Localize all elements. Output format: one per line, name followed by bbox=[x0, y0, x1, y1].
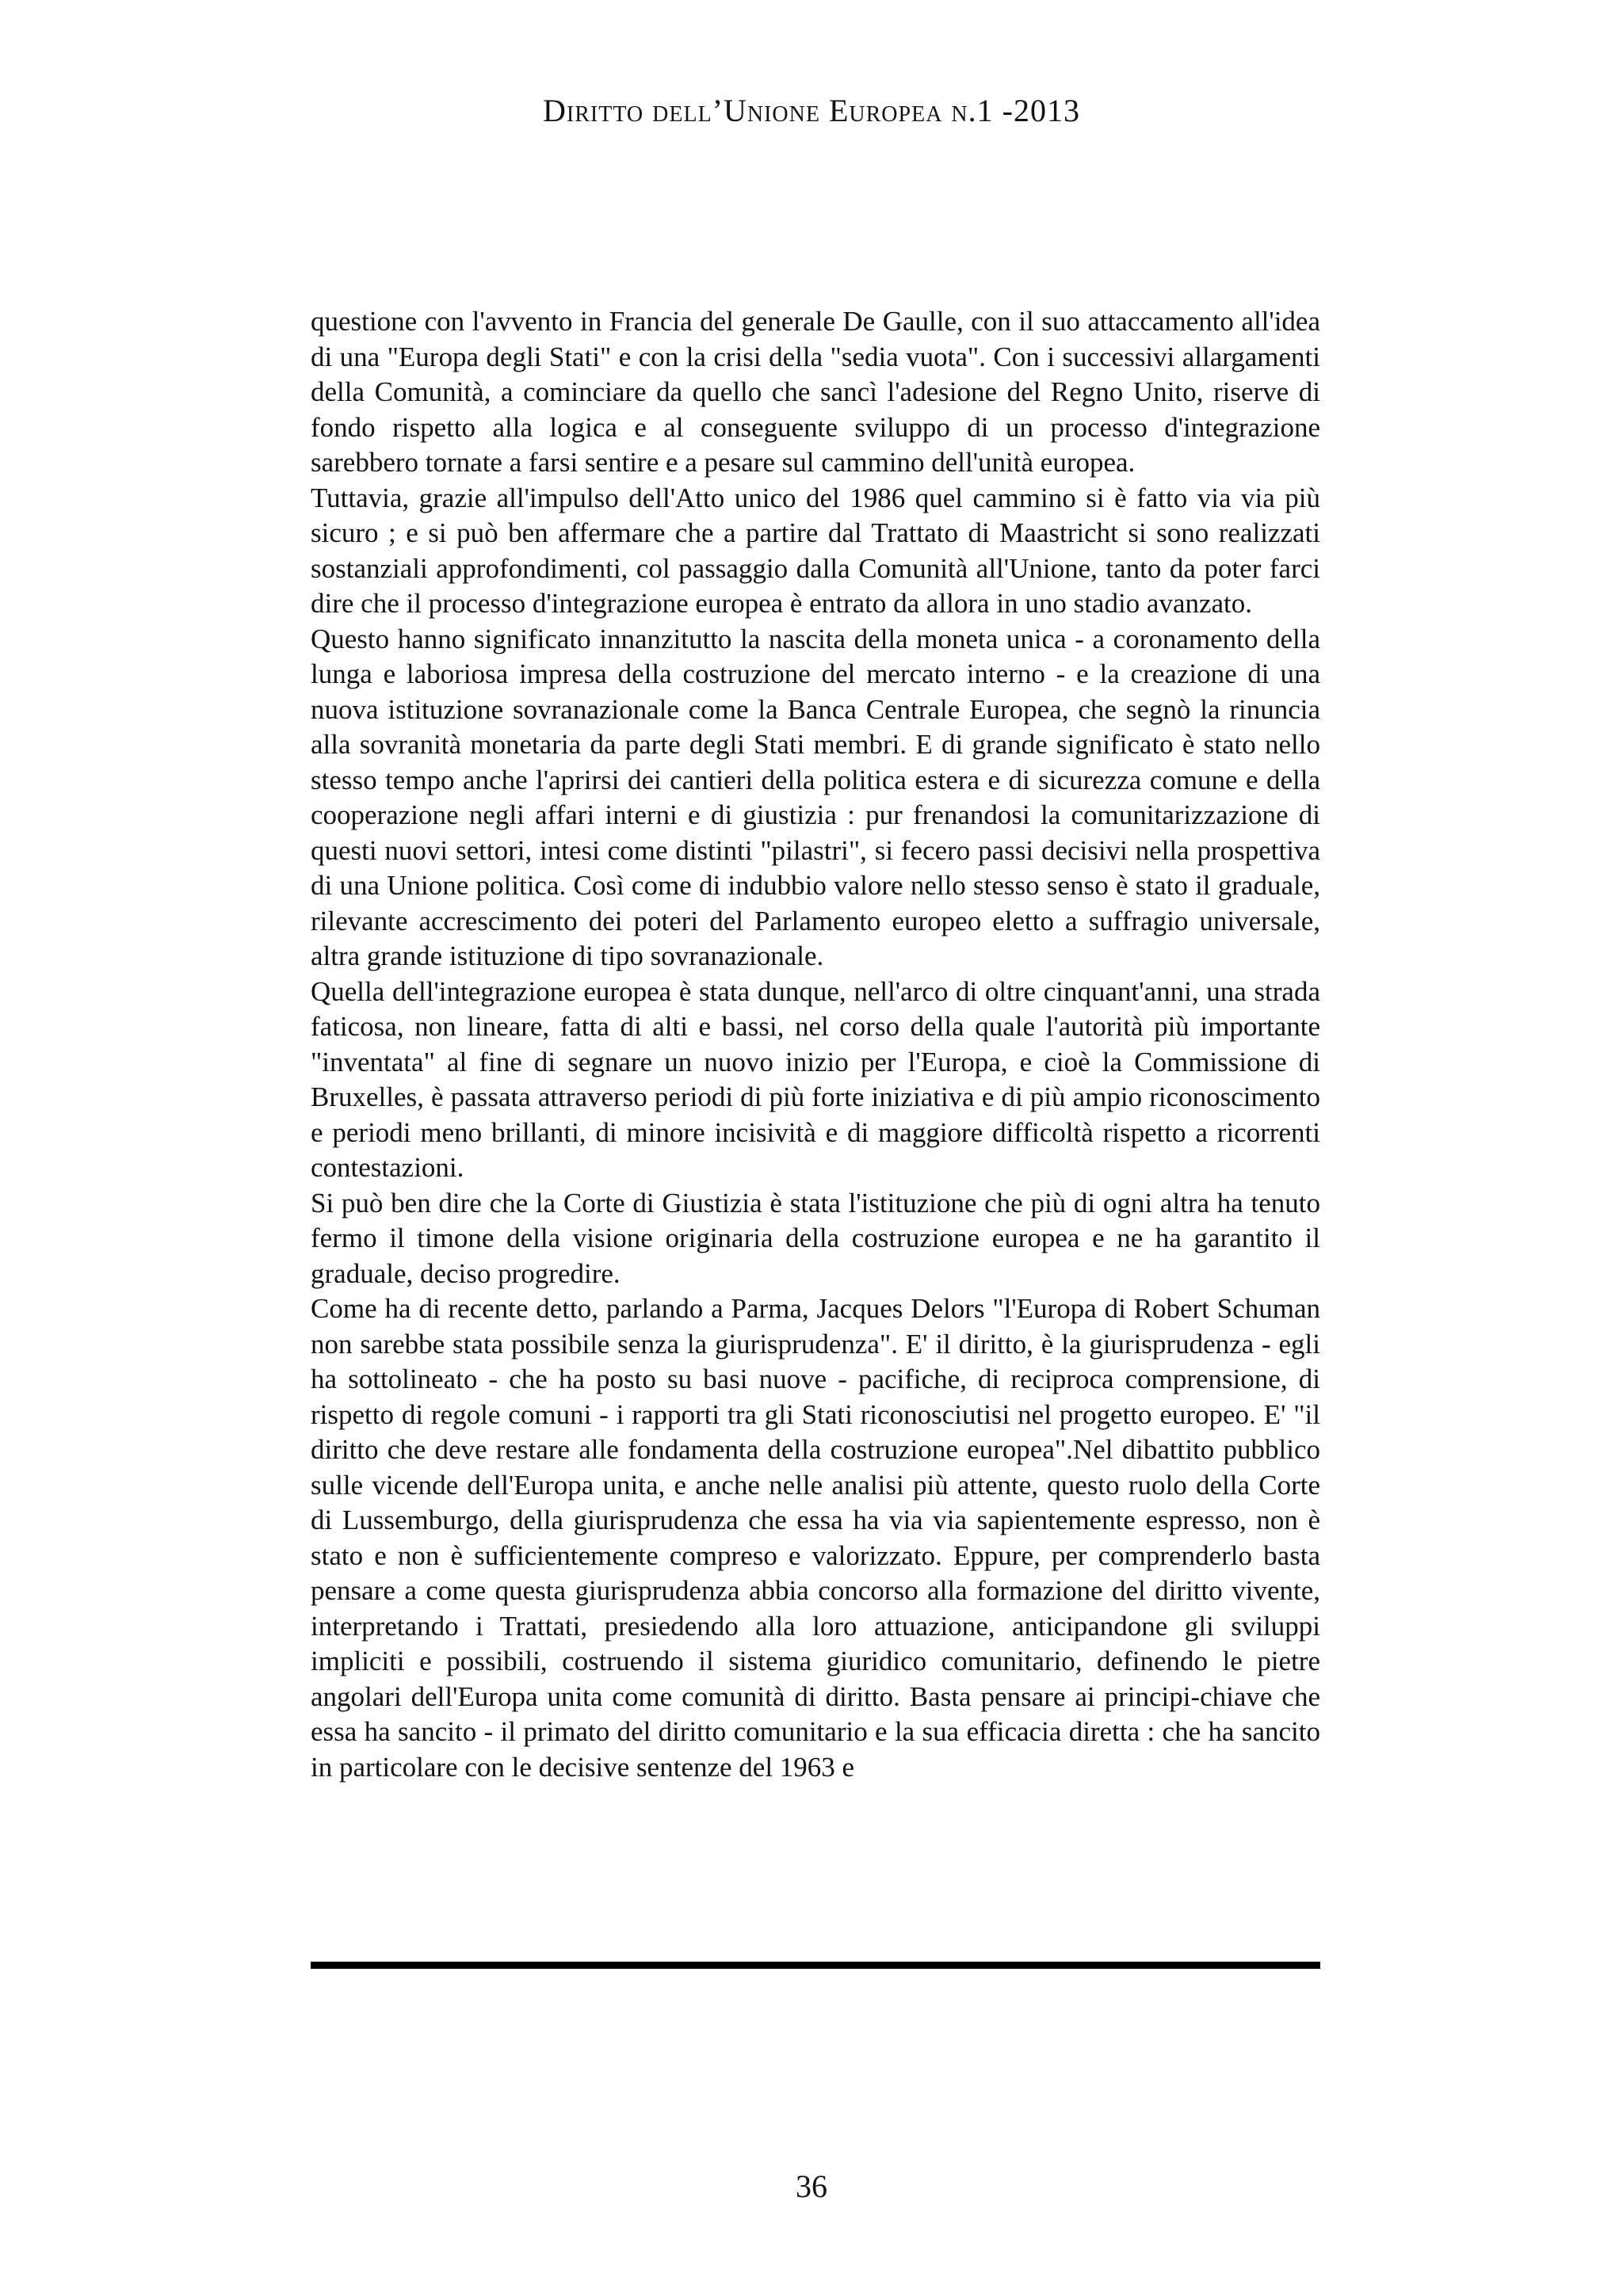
paragraph: Quella dell'integrazione europea è stata dunque, nell'arco di oltre cinquant'anni, una strada faticosa, non lineare, fatta di alti e bassi, nel corso della quale l'autorità più importante "inventata" al fine di segnare un nuovo inizio per l'Europa, e cioè la Commissione di Bruxelles, è passata attraverso periodi di più forte iniziativa e di più ampio riconoscimento e periodi meno brillanti, di minore incisività e di maggiore difficoltà rispetto a ricorrenti contestazioni. bbox=[311, 975, 1320, 1183]
body-text bbox=[311, 304, 1320, 1785]
paragraph: questione con l'avvento in Francia del generale De Gaulle, con il suo attaccamento all'idea di una "Europa degli Stati" e con la crisi della "sedia vuota". Con i successivi allargamenti della Comunità, a cominciare da quello che sancì l'adesione del Regno Unito, riserve di fondo rispetto alla logica e al conseguente sviluppo di un processo d'integrazione sarebbero tornate a farsi sentire e a pesare sul cammino dell'unità europea. bbox=[311, 306, 1320, 478]
paragraph: Come ha di recente detto, parlando a Parma, Jacques Delors "l'Europa di Robert Schuman non sarebbe stata possibile senza la giurisprudenza". E' il diritto, è la giurisprudenza - egli ha sottolineato - che ha posto su basi nuove - pacifiche, di reciproca comprensione, di rispetto di regole comuni - i rapporti tra gli Stati riconosciutisi nel progetto europeo. E' "il diritto che deve restare alle fondamenta della costruzione europea".Nel dibattito pubblico sulle vicende dell'Europa unita, e anche nelle analisi più attente, questo ruolo della Corte di Lussemburgo, della giurisprudenza che essa ha via via sapientemente espresso, non è stato e non è sufficientemente compreso e valorizzato. Eppure, per comprenderlo basta pensare a come questa giurisprudenza abbia concorso alla formazione del diritto vivente, interpretando i Trattati, presiedendo alla loro attuazione, anticipandone gli sviluppi impliciti e possibili, costruendo il sistema giuridico comunitario, definendo le pietre angolari dell'Europa unita come comunità di diritto. Basta pensare ai principi-chiave che essa ha sancito - il primato del diritto comunitario e la sua efficacia diretta : che ha sancito in particolare con le decisive sentenze del 1963 e bbox=[311, 1293, 1320, 1783]
paragraph: Questo hanno significato innanzitutto la nascita della moneta unica - a coronamento della lunga e laboriosa impresa della costruzione del mercato interno - e la creazione di una nuova istituzione sovranazionale come la Banca Centrale Europea, che segnò la rinuncia alla sovranità monetaria da parte degli Stati membri. E di grande significato è stato nello stesso tempo anche l'aprirsi dei cantieri della politica estera e di sicurezza comune e della cooperazione negli affari interni e di giustizia : pur frenandosi la comunitarizzazione di questi nuovi settori, intesi come distinti "pilastri", si fecero passi decisivi nella prospettiva di una Unione politica. Così come di indubbio valore nello stesso senso è stato il graduale, rilevante accrescimento dei poteri del Parlamento europeo eletto a suffragio universale, altra grande istituzione di tipo sovranazionale. bbox=[311, 623, 1320, 971]
page-number: 36 bbox=[796, 2168, 827, 2204]
running-header: Diritto dell’Unione Europea n.1 -2013 bbox=[543, 93, 1080, 128]
footer-rule bbox=[311, 1962, 1320, 1969]
paragraph: Si può ben dire che la Corte di Giustizia è stata l'istituzione che più di ogni altra ha tenuto fermo il timone della visione originaria della costruzione europea e ne ha garantito il graduale, deciso progredire. bbox=[311, 1187, 1320, 1289]
paragraph: Tuttavia, grazie all'impulso dell'Atto unico del 1986 quel cammino si è fatto via via più sicuro ; e si può ben affermare che a partire dal Trattato di Maastricht si sono realizzati sostanziali approfondimenti, col passaggio dalla Comunità all'Unione, tanto da poter farci dire che il processo d'integrazione europea è entrato da allora in uno stadio avanzato. bbox=[311, 482, 1320, 619]
